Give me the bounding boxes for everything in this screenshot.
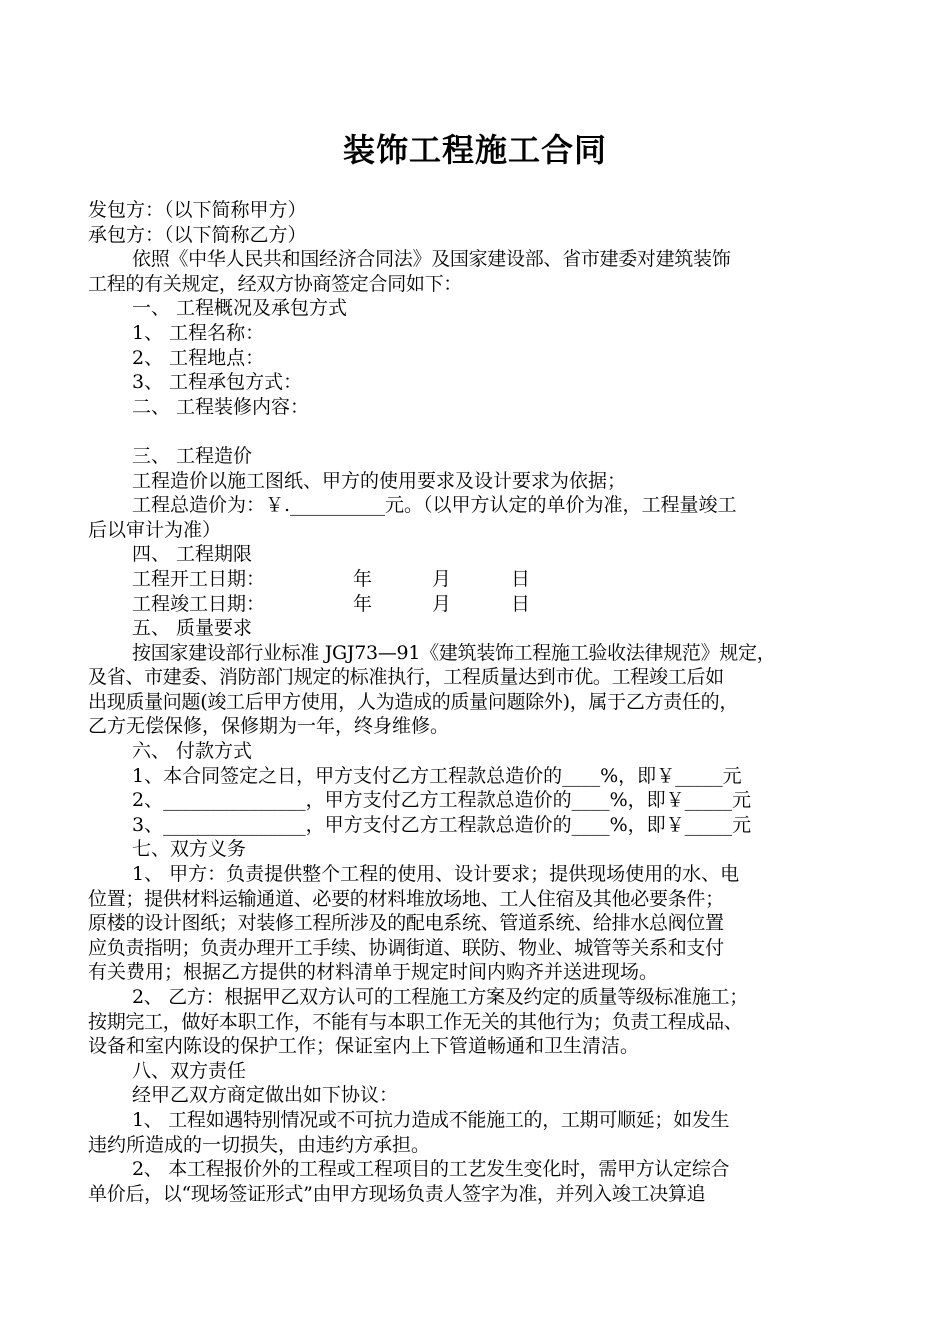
duty-a-line-2: 位置；提供材料运输通道、必要的材料堆放场地、工人住宿及其他必要条件； xyxy=(88,887,724,910)
end-date-line xyxy=(88,592,878,617)
project-location-line: 2、 工程地点： xyxy=(132,346,265,369)
section-6-heading: 六、 付款方式 xyxy=(132,740,253,763)
project-name-line: 1、 工程名称： xyxy=(132,321,265,344)
liability-1-line-2: 违约所造成的一切损失，由违约方承担。 xyxy=(88,1133,431,1156)
duty-b-line-3: 设备和室内陈设的保护工作；保证室内上下管道畅通和卫生清洁。 xyxy=(88,1035,640,1058)
duty-a-line-1: 1、 甲方：负责提供整个工程的使用、设计要求；提供现场使用的水、电 xyxy=(132,863,740,886)
liability-2-line-2: 单价后，以“现场签证形式”由甲方现场负责人签字为准，并列入竣工决算追 xyxy=(88,1182,706,1205)
section-2-heading: 二、 工程装修内容： xyxy=(132,395,310,418)
agreement-intro-line: 经甲乙双方商定做出如下协议： xyxy=(132,1084,399,1107)
party-b-line: 承包方：（以下简称乙方） xyxy=(88,223,307,246)
payment-line-2: 2、_______________，甲方支付乙方工程款总造价的____%，即￥_____元 xyxy=(132,789,752,812)
start-date-day: 日 xyxy=(511,567,531,590)
section-1-heading: 一、 工程概况及承包方式 xyxy=(132,297,348,320)
end-date-year: 年 xyxy=(353,592,373,615)
quality-line-3: 出现质量问题(竣工后甲方使用，人为造成的质量问题除外)，属于乙方责任的， xyxy=(88,690,739,713)
section-5-heading: 五、 质量要求 xyxy=(132,617,253,640)
document-title: 装饰工程施工合同 xyxy=(342,131,607,169)
quality-line-1: 按国家建设部行业标准 JGJ73—91《建筑装饰工程施工验收法律规范》规定， xyxy=(132,641,776,664)
duty-a-line-4: 应负责指明；负责办理开工手续、协调街道、联防、物业、城管等关系和支付 xyxy=(88,936,724,959)
payment-line-3: 3、_______________，甲方支付乙方工程款总造价的____%，即￥_____元 xyxy=(132,813,752,836)
duty-a-line-3: 原楼的设计图纸；对装修工程所涉及的配电系统、管道系统、给排水总阀位置 xyxy=(88,912,724,935)
quality-line-2: 及省、市建委、消防部门规定的标准执行，工程质量达到市优。工程竣工后如 xyxy=(88,666,724,689)
duty-b-line-2: 按期完工，做好本职工作，不能有与本职工作无关的其他行为；负责工程成品、 xyxy=(88,1010,743,1033)
blank-line xyxy=(88,419,878,444)
liability-2-line-1: 2、 本工程报价外的工程或工程项目的工艺发生变化时，需甲方认定综合 xyxy=(132,1158,730,1181)
preamble-line-2: 工程的有关规定，经双方协商签定合同如下： xyxy=(88,272,463,295)
section-8-heading: 八、双方责任 xyxy=(132,1059,247,1082)
section-7-heading: 七、双方义务 xyxy=(132,838,247,861)
start-date-line xyxy=(88,567,878,592)
end-date-label: 工程竣工日期： xyxy=(132,592,266,615)
payment-line-1: 1、本合同签定之日，甲方支付乙方工程款总造价的____%，即￥_____元 xyxy=(132,764,742,787)
document-body xyxy=(88,198,878,1206)
total-price-line-1: 工程总造价为：￥.__________元。（以甲方认定的单价为准，工程量竣工 xyxy=(132,494,737,517)
preamble-line-1: 依照《中华人民共和国经济合同法》及国家建设部、省市建委对建筑装饰 xyxy=(132,248,731,271)
end-date-day: 日 xyxy=(511,592,531,615)
start-date-label: 工程开工日期： xyxy=(132,567,266,590)
start-date-month: 月 xyxy=(432,567,452,590)
quality-line-4: 乙方无偿保修，保修期为一年，终身维修。 xyxy=(88,715,450,738)
end-date-month: 月 xyxy=(432,592,452,615)
price-basis-line: 工程造价以施工图纸、甲方的使用要求及设计要求为依据； xyxy=(132,469,627,492)
duty-a-line-5: 有关费用；根据乙方提供的材料清单于规定时间内购齐并送进现场。 xyxy=(88,961,659,984)
section-4-heading: 四、 工程期限 xyxy=(132,543,253,566)
start-date-year: 年 xyxy=(353,567,373,590)
party-a-line: 发包方：（以下简称甲方） xyxy=(88,199,307,221)
contract-method-line: 3、 工程承包方式： xyxy=(132,371,303,394)
duty-b-line-1: 2、 乙方：根据甲乙双方认可的工程施工方案及约定的质量等级标准施工； xyxy=(132,986,748,1008)
section-3-heading: 三、 工程造价 xyxy=(132,444,253,467)
liability-1-line-1: 1、 工程如遇特别情况或不可抗力造成不能施工的，工期可顺延；如发生 xyxy=(132,1108,730,1131)
total-price-line-2: 后以审计为准） xyxy=(88,518,222,541)
